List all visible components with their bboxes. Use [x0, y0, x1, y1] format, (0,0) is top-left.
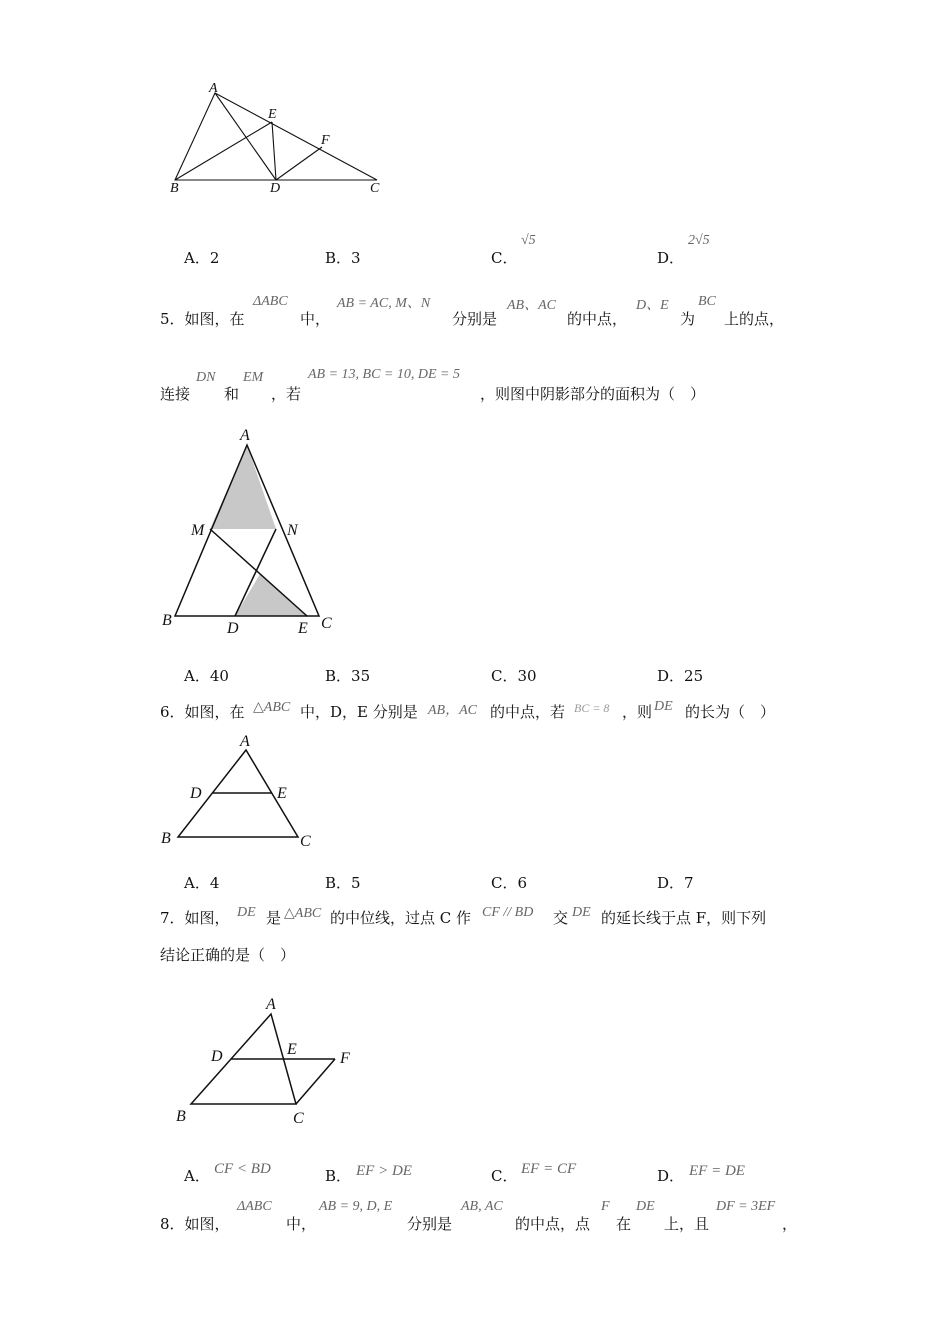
q7-number: 7．如图，	[160, 909, 230, 927]
q6-label-a: A	[240, 733, 250, 750]
q5-text-question: ，则图中阴影部分的面积为（ ）	[480, 385, 706, 403]
q5-text-fenbie: 分别是	[452, 310, 498, 328]
q6-option-a-key: A．	[184, 874, 210, 892]
q6-option-d-value: 7	[684, 874, 694, 892]
q6-option-c[interactable]	[491, 872, 527, 893]
q5-figure	[155, 425, 345, 640]
q4-option-b-key: B．	[325, 249, 352, 267]
q5-math-em: EM	[243, 370, 264, 385]
q5-math-bc: BC	[698, 294, 716, 309]
q7-label-e: E	[287, 1041, 297, 1058]
q5-label-b: B	[162, 612, 172, 629]
q5-shaded-lower	[235, 574, 307, 616]
q6-math-triangle: △ABC	[253, 700, 291, 715]
q6-figure	[155, 730, 325, 850]
q5-text-points: 上的点，	[724, 310, 785, 328]
q5-option-b-key: B．	[325, 667, 352, 685]
q5-label-c: C	[321, 615, 332, 632]
q4-option-a-value: 2	[209, 249, 220, 267]
q7-label-d: D	[211, 1048, 223, 1065]
q5-label-n: N	[287, 522, 298, 539]
q7-label-a: A	[266, 996, 276, 1013]
q5-option-c[interactable]	[491, 665, 537, 686]
q7-text-jiao: 交	[553, 909, 569, 927]
q6-math-de: DE	[654, 699, 673, 714]
q5-text-zhong: 中，	[300, 310, 331, 328]
q7-option-d-value: EF = DE	[689, 1163, 745, 1179]
q6-label-d: D	[190, 785, 202, 802]
q4-label-a: A	[209, 81, 218, 96]
q7-option-b-value: EF > DE	[356, 1163, 412, 1179]
q5-label-m: M	[191, 522, 205, 539]
q4-label-b: B	[170, 181, 179, 196]
q6-option-b-key: B．	[325, 874, 352, 892]
q7-figure	[165, 990, 365, 1130]
q5-option-a[interactable]	[184, 665, 229, 686]
q5-option-d[interactable]	[657, 665, 703, 686]
q6-label-e: E	[277, 785, 287, 802]
q7-option-a-key: A．	[184, 1167, 210, 1185]
q5-text-wei: 为	[680, 310, 696, 328]
q7-text-extension: 的延长线于点 F，则下列	[601, 909, 767, 927]
q5-text-he: 和	[224, 385, 240, 403]
q4-segment-de	[272, 122, 276, 180]
q6-text-midline: 中，D，E 分别是	[300, 703, 418, 721]
q8-math-sides: AB, AC	[461, 1199, 503, 1214]
q5-option-a-key: A．	[184, 667, 210, 685]
q5-text-ruo: ，若	[271, 385, 302, 403]
q5-option-c-value: 30	[517, 667, 537, 685]
q4-option-b-value: 3	[351, 249, 361, 267]
q7-label-f: F	[340, 1050, 350, 1067]
q8-math-de: DE	[636, 1199, 655, 1214]
q6-option-a-value: 4	[209, 874, 220, 892]
q7-option-c-key: C．	[491, 1167, 518, 1185]
q4-segment-ad	[215, 93, 276, 180]
q6-math-bc: BC = 8	[574, 701, 610, 715]
q5-label-a: A	[240, 427, 250, 444]
q5-shaded-upper	[210, 445, 276, 529]
q7-math-triangle: △ABC	[284, 906, 322, 921]
q7-label-b: B	[176, 1108, 186, 1125]
q7-math-parallel: CF // BD	[482, 905, 534, 920]
q8-text-comma: ，	[782, 1215, 798, 1233]
q6-option-b[interactable]	[325, 872, 361, 893]
q4-option-b[interactable]	[325, 247, 361, 268]
q6-number: 6．如图，在	[160, 703, 245, 721]
q4-option-d[interactable]	[657, 247, 684, 268]
q5-text-midpoints: 的中点，	[567, 310, 628, 328]
q5-math-triangle: ΔABC	[253, 294, 288, 309]
q4-label-e: E	[268, 107, 277, 122]
q4-option-d-key: D．	[657, 249, 685, 267]
q5-option-d-value: 25	[684, 667, 704, 685]
q8-text-shang: 上，且	[664, 1215, 710, 1233]
q7-option-a-value: CF < BD	[214, 1161, 271, 1177]
q7-segment-cf	[296, 1059, 335, 1104]
q4-option-c[interactable]	[491, 247, 517, 268]
q5-label-e: E	[298, 620, 308, 637]
q5-math-de: D、E	[636, 298, 669, 313]
q5-math-condition: AB = AC, M、N	[337, 296, 431, 311]
q6-option-c-value: 6	[517, 874, 528, 892]
q5-text-lianjie: 连接	[160, 385, 191, 403]
q6-text-question: 的长为（ ）	[685, 703, 776, 721]
q4-figure	[160, 80, 400, 195]
q5-math-dn: DN	[196, 370, 216, 385]
q5-option-b[interactable]	[325, 665, 370, 686]
q5-math-sides: AB、AC	[507, 298, 556, 313]
q6-option-c-key: C．	[491, 874, 518, 892]
q4-label-d: D	[270, 181, 281, 196]
q7-option-a[interactable]	[184, 1165, 210, 1186]
q7-math-de2: DE	[572, 905, 591, 920]
q5-number: 5．如图，在	[160, 310, 245, 328]
q5-option-d-key: D．	[657, 667, 685, 685]
q6-text-ze: ，则	[622, 703, 653, 721]
q8-number: 8．如图，	[160, 1215, 230, 1233]
q4-option-a-key: A．	[184, 249, 210, 267]
q6-label-c: C	[300, 833, 311, 850]
q7-label-c: C	[293, 1110, 304, 1127]
q7-stem-line2: 结论正确的是（ ）	[160, 946, 296, 964]
q7-option-c-value: EF = CF	[521, 1161, 577, 1177]
q7-option-d-key: D．	[657, 1167, 685, 1185]
q7-math-de: DE	[237, 905, 256, 920]
q5-option-c-key: C．	[491, 667, 518, 685]
q6-option-b-value: 5	[351, 874, 361, 892]
q6-label-b: B	[161, 830, 171, 847]
q8-text-midpoints: 的中点，点	[515, 1215, 591, 1233]
q4-option-a[interactable]	[184, 247, 219, 268]
q6-option-d[interactable]	[657, 872, 694, 893]
q4-option-d-value: 2√5	[688, 233, 710, 248]
q4-option-c-value: √5	[521, 233, 536, 248]
q7-option-c[interactable]	[491, 1165, 517, 1186]
q8-math-ratio: DF = 3EF	[716, 1199, 776, 1214]
q7-text-midline: 的中位线，过点 C 作	[330, 909, 472, 927]
q4-label-c: C	[370, 181, 380, 196]
q6-text-midpoints: 的中点，若	[490, 703, 566, 721]
q4-segment-be	[175, 122, 272, 180]
q4-label-f: F	[321, 133, 330, 148]
q6-option-d-key: D．	[657, 874, 685, 892]
q5-label-d: D	[227, 620, 239, 637]
q7-text-shi: 是	[266, 909, 282, 927]
q7-option-b-key: B．	[325, 1167, 352, 1185]
q8-math-f: F	[601, 1199, 610, 1214]
q5-option-b-value: 35	[351, 667, 371, 685]
q8-text-zhong: 中，	[286, 1215, 317, 1233]
q6-option-a[interactable]	[184, 872, 219, 893]
q8-text-zai: 在	[616, 1215, 632, 1233]
q8-math-condition: AB = 9, D, E	[319, 1199, 393, 1214]
q4-option-c-key: C．	[491, 249, 518, 267]
q7-option-d[interactable]	[657, 1165, 684, 1186]
q8-math-triangle: ΔABC	[237, 1199, 272, 1214]
q4-segment-df	[276, 147, 322, 180]
q6-math-sides: AB，AC	[428, 703, 477, 718]
q7-option-b[interactable]	[325, 1165, 351, 1186]
q5-option-a-value: 40	[209, 667, 229, 685]
q5-math-values: AB = 13, BC = 10, DE = 5	[308, 367, 460, 382]
q8-text-fenbie: 分别是	[407, 1215, 453, 1233]
